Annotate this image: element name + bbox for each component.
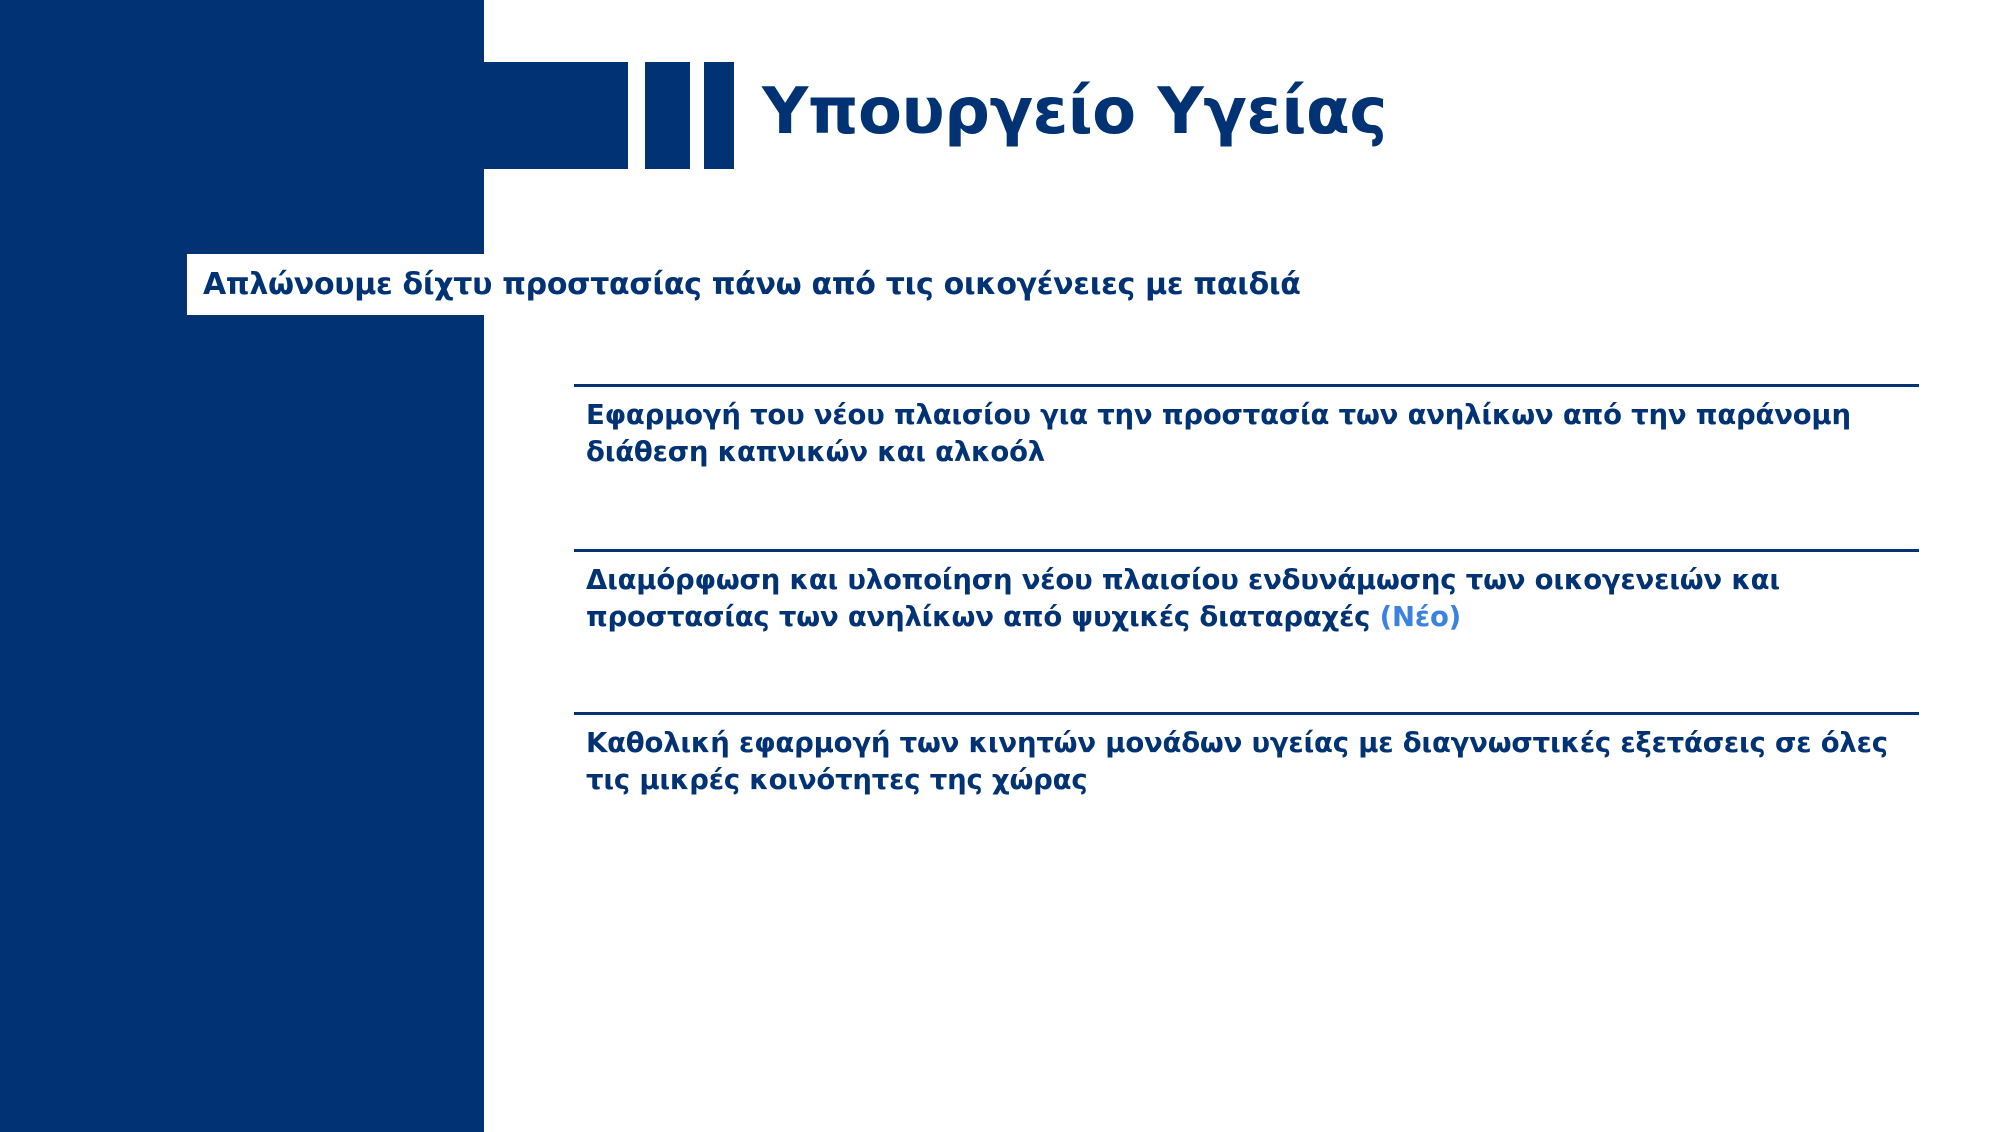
list-item-line: Καθολική εφαρμογή των κινητών μονάδων υγείας με διαγνωστικές εξετάσεις σε όλες — [586, 727, 1888, 759]
title-decor-bar — [704, 62, 734, 169]
new-badge: (Νέο) — [1379, 601, 1462, 633]
list-item — [574, 549, 1919, 636]
subtitle: Απλώνουμε δίχτυ προστασίας πάνω από τις οικογένειες με παιδιά — [203, 267, 1301, 302]
list-item-line: Εφαρμογή του νέου πλαισίου για την προστασία των ανηλίκων από την παράνομη — [586, 399, 1851, 431]
list-item — [574, 712, 1919, 799]
subtitle-box — [187, 254, 1317, 315]
list-item-text — [586, 562, 1919, 636]
list-item-line: διάθεση καπνικών και αλκοόλ — [586, 436, 1045, 468]
list-item-text — [586, 725, 1919, 799]
list-item-line: προστασίας των ανηλίκων από ψυχικές διαταραχές — [586, 601, 1371, 633]
list-item — [574, 384, 1919, 471]
list-item-line: τις μικρές κοινότητες της χώρας — [586, 764, 1088, 796]
title-decor-bar — [484, 62, 628, 169]
left-side-panel — [0, 0, 484, 1132]
list-item-line: Διαμόρφωση και υλοποίηση νέου πλαισίου ενδυνάμωσης των οικογενειών και — [586, 564, 1780, 596]
list-item-text — [586, 397, 1919, 471]
title-decor-bar — [645, 62, 690, 169]
page-title: Υπουργείο Υγείας — [762, 75, 1387, 149]
